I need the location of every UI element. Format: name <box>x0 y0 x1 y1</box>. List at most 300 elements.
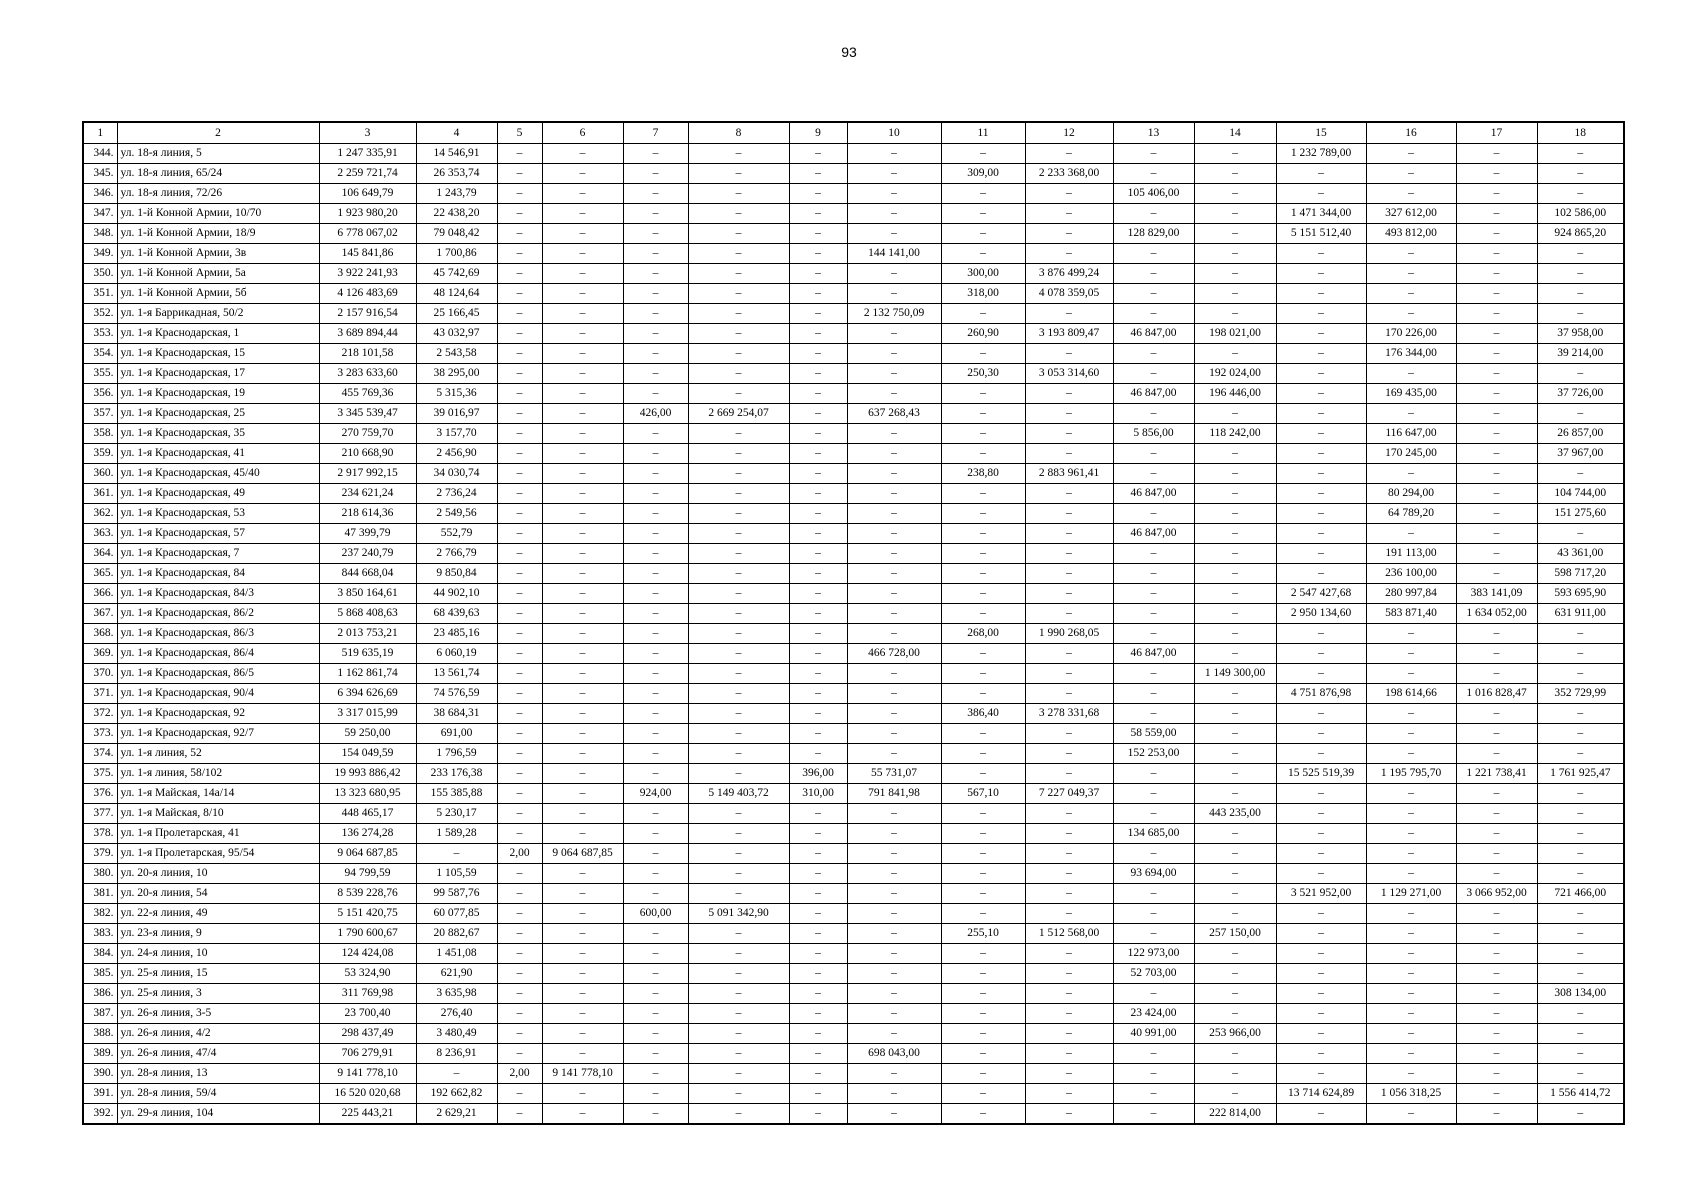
amount-cell: – <box>542 964 623 984</box>
amount-cell: – <box>1366 1104 1456 1125</box>
amount-cell: – <box>497 524 542 544</box>
amount-cell: – <box>1537 1104 1624 1125</box>
amount-cell: – <box>1456 264 1537 284</box>
amount-cell: – <box>1025 944 1113 964</box>
page-number: 93 <box>841 44 857 60</box>
amount-cell: – <box>789 704 847 724</box>
amount-cell: 268,00 <box>941 624 1025 644</box>
amount-cell: – <box>1276 924 1366 944</box>
amount-cell: – <box>1194 744 1276 764</box>
amount-cell: 318,00 <box>941 284 1025 304</box>
amount-cell: – <box>623 1104 688 1125</box>
amount-cell: – <box>847 964 941 984</box>
table-row <box>83 344 1624 364</box>
row-number-cell: 352. <box>83 304 117 324</box>
amount-cell: – <box>688 684 789 704</box>
address-cell: ул. 1-я Краснодарская, 53 <box>117 504 319 524</box>
amount-cell: 1 105,59 <box>416 864 497 884</box>
amount-cell: – <box>847 584 941 604</box>
amount-cell: 2 233 368,00 <box>1025 164 1113 184</box>
address-cell: ул. 1-я Краснодарская, 92 <box>117 704 319 724</box>
amount-cell: – <box>1276 1024 1366 1044</box>
row-number-cell: 375. <box>83 764 117 784</box>
amount-cell: – <box>789 1104 847 1125</box>
amount-cell: – <box>941 764 1025 784</box>
amount-cell: 5 315,36 <box>416 384 497 404</box>
amount-cell: – <box>542 564 623 584</box>
amount-cell: – <box>542 784 623 804</box>
amount-cell: 192 662,82 <box>416 1084 497 1104</box>
amount-cell: – <box>1456 844 1537 864</box>
amount-cell: – <box>1456 924 1537 944</box>
amount-cell: – <box>1194 604 1276 624</box>
amount-cell: – <box>789 944 847 964</box>
amount-cell: – <box>1113 364 1194 384</box>
amount-cell: 222 814,00 <box>1194 1104 1276 1125</box>
amount-cell: 2 013 753,21 <box>319 624 416 644</box>
amount-cell: – <box>1025 584 1113 604</box>
amount-cell: – <box>1537 844 1624 864</box>
amount-cell: – <box>688 824 789 844</box>
amount-cell: 3 876 499,24 <box>1025 264 1113 284</box>
address-cell: ул. 26-я линия, 47/4 <box>117 1044 319 1064</box>
row-number-cell: 357. <box>83 404 117 424</box>
amount-cell: 257 150,00 <box>1194 924 1276 944</box>
amount-cell: – <box>1456 784 1537 804</box>
row-number-cell: 390. <box>83 1064 117 1084</box>
amount-cell: – <box>1025 1104 1113 1125</box>
amount-cell: – <box>1366 844 1456 864</box>
table-row <box>83 304 1624 324</box>
amount-cell: 26 857,00 <box>1537 424 1624 444</box>
amount-cell: 46 847,00 <box>1113 644 1194 664</box>
amount-cell: 124 424,08 <box>319 944 416 964</box>
address-cell: ул. 1-я Пролетарская, 95/54 <box>117 844 319 864</box>
amount-cell: – <box>542 264 623 284</box>
amount-cell: 237 240,79 <box>319 544 416 564</box>
column-header: 3 <box>319 122 416 144</box>
row-number-cell: 367. <box>83 604 117 624</box>
amount-cell: – <box>688 764 789 784</box>
amount-cell: – <box>1025 1044 1113 1064</box>
amount-cell: – <box>1276 1044 1366 1064</box>
amount-cell: 4 126 483,69 <box>319 284 416 304</box>
amount-cell: – <box>1194 144 1276 164</box>
amount-cell: – <box>1366 804 1456 824</box>
amount-cell: 308 134,00 <box>1537 984 1624 1004</box>
amount-cell: 2,00 <box>497 1064 542 1084</box>
address-cell: ул. 20-я линия, 10 <box>117 864 319 884</box>
row-number-cell: 366. <box>83 584 117 604</box>
amount-cell: – <box>1113 784 1194 804</box>
amount-cell: – <box>789 684 847 704</box>
amount-cell: – <box>1194 484 1276 504</box>
amount-cell: – <box>1194 504 1276 524</box>
amount-cell: – <box>688 564 789 584</box>
amount-cell: – <box>542 924 623 944</box>
row-number-cell: 351. <box>83 284 117 304</box>
amount-cell: – <box>1025 504 1113 524</box>
row-number-cell: 353. <box>83 324 117 344</box>
amount-cell: – <box>847 424 941 444</box>
amount-cell: – <box>688 844 789 864</box>
amount-cell: – <box>542 944 623 964</box>
table-row <box>83 924 1624 944</box>
amount-cell: – <box>623 244 688 264</box>
amount-cell: – <box>789 924 847 944</box>
amount-cell: – <box>1025 524 1113 544</box>
amount-cell: – <box>847 1024 941 1044</box>
amount-cell: – <box>542 164 623 184</box>
amount-cell: 144 141,00 <box>847 244 941 264</box>
amount-cell: – <box>789 324 847 344</box>
address-cell: ул. 1-я линия, 52 <box>117 744 319 764</box>
amount-cell: 593 695,90 <box>1537 584 1624 604</box>
amount-cell: 2 736,24 <box>416 484 497 504</box>
amount-cell: – <box>789 184 847 204</box>
amount-cell: 311 769,98 <box>319 984 416 1004</box>
table-row <box>83 404 1624 424</box>
amount-cell: – <box>542 464 623 484</box>
amount-cell: – <box>497 684 542 704</box>
amount-cell: – <box>1194 644 1276 664</box>
amount-cell: – <box>542 524 623 544</box>
amount-cell: – <box>1537 804 1624 824</box>
amount-cell: – <box>1025 544 1113 564</box>
table-row <box>83 644 1624 664</box>
amount-cell: – <box>1194 884 1276 904</box>
amount-cell: 47 399,79 <box>319 524 416 544</box>
amount-cell: 145 841,86 <box>319 244 416 264</box>
amount-cell: – <box>497 304 542 324</box>
address-cell: ул. 1-я Краснодарская, 84 <box>117 564 319 584</box>
amount-cell: – <box>542 404 623 424</box>
amount-cell: – <box>497 344 542 364</box>
address-cell: ул. 1-й Конной Армии, 5а <box>117 264 319 284</box>
table-row <box>83 824 1624 844</box>
amount-cell: – <box>941 604 1025 624</box>
amount-cell: – <box>497 564 542 584</box>
amount-cell: – <box>497 264 542 284</box>
amount-cell: – <box>1366 704 1456 724</box>
amount-cell: 2 629,21 <box>416 1104 497 1125</box>
amount-cell: 3 850 164,61 <box>319 584 416 604</box>
amount-cell: 44 902,10 <box>416 584 497 604</box>
amount-cell: – <box>847 984 941 1004</box>
amount-cell: – <box>542 1104 623 1125</box>
amount-cell: – <box>688 584 789 604</box>
address-cell: ул. 1-я Краснодарская, 7 <box>117 544 319 564</box>
amount-cell: 276,40 <box>416 1004 497 1024</box>
header-row <box>83 122 1624 144</box>
amount-cell: – <box>1113 764 1194 784</box>
amount-cell: – <box>1456 864 1537 884</box>
amount-cell: – <box>1537 784 1624 804</box>
amount-cell: 5 151 512,40 <box>1276 224 1366 244</box>
amount-cell: – <box>847 824 941 844</box>
amount-cell: – <box>847 1064 941 1084</box>
amount-cell: 210 668,90 <box>319 444 416 464</box>
amount-cell: – <box>623 444 688 464</box>
amount-cell: – <box>789 384 847 404</box>
amount-cell: – <box>789 444 847 464</box>
amount-cell: – <box>847 884 941 904</box>
amount-cell: – <box>497 724 542 744</box>
amount-cell: – <box>1025 404 1113 424</box>
amount-cell: – <box>623 144 688 164</box>
amount-cell: – <box>789 844 847 864</box>
amount-cell: – <box>1194 464 1276 484</box>
amount-cell: 253 966,00 <box>1194 1024 1276 1044</box>
amount-cell: 3 922 241,93 <box>319 264 416 284</box>
amount-cell: – <box>1025 844 1113 864</box>
amount-cell: – <box>688 484 789 504</box>
amount-cell: – <box>1113 504 1194 524</box>
amount-cell: 128 829,00 <box>1113 224 1194 244</box>
address-cell: ул. 1-й Конной Армии, 5б <box>117 284 319 304</box>
amount-cell: – <box>847 364 941 384</box>
amount-cell: 40 991,00 <box>1113 1024 1194 1044</box>
amount-cell: – <box>847 444 941 464</box>
amount-cell: – <box>1113 284 1194 304</box>
amount-cell: – <box>497 984 542 1004</box>
amount-cell: – <box>941 544 1025 564</box>
table-row <box>83 444 1624 464</box>
row-number-cell: 347. <box>83 204 117 224</box>
amount-cell: – <box>1025 344 1113 364</box>
amount-cell: – <box>688 1104 789 1125</box>
amount-cell: – <box>941 804 1025 824</box>
amount-cell: 2 950 134,60 <box>1276 604 1366 624</box>
amount-cell: – <box>1456 1044 1537 1064</box>
row-number-cell: 364. <box>83 544 117 564</box>
amount-cell: 706 279,91 <box>319 1044 416 1064</box>
table-row <box>83 944 1624 964</box>
amount-cell: – <box>1113 624 1194 644</box>
address-cell: ул. 29-я линия, 104 <box>117 1104 319 1125</box>
amount-cell: 1 761 925,47 <box>1537 764 1624 784</box>
amount-cell: – <box>1113 404 1194 424</box>
amount-cell: 80 294,00 <box>1366 484 1456 504</box>
amount-cell: 34 030,74 <box>416 464 497 484</box>
amount-cell: – <box>623 604 688 624</box>
amount-cell: 238,80 <box>941 464 1025 484</box>
amount-cell: – <box>789 1084 847 1104</box>
amount-cell: 152 253,00 <box>1113 744 1194 764</box>
amount-cell: – <box>1025 244 1113 264</box>
amount-cell: – <box>623 424 688 444</box>
table-row <box>83 144 1624 164</box>
amount-cell: – <box>497 244 542 264</box>
amount-cell: – <box>1537 524 1624 544</box>
amount-cell: – <box>542 544 623 564</box>
amount-cell: – <box>1456 544 1537 564</box>
address-cell: ул. 1-я Пролетарская, 41 <box>117 824 319 844</box>
amount-cell: – <box>688 144 789 164</box>
column-header: 16 <box>1366 122 1456 144</box>
amount-cell: – <box>1025 184 1113 204</box>
amount-cell: 1 221 738,41 <box>1456 764 1537 784</box>
amount-cell: 598 717,20 <box>1537 564 1624 584</box>
amount-cell: – <box>623 484 688 504</box>
row-number-cell: 360. <box>83 464 117 484</box>
amount-cell: – <box>1276 484 1366 504</box>
amount-cell: 2 766,79 <box>416 544 497 564</box>
amount-cell: – <box>1366 824 1456 844</box>
table-row <box>83 704 1624 724</box>
amount-cell: – <box>941 904 1025 924</box>
amount-cell: – <box>497 484 542 504</box>
amount-cell: 1 243,79 <box>416 184 497 204</box>
amount-cell: – <box>688 724 789 744</box>
amount-cell: – <box>688 424 789 444</box>
amount-cell: – <box>1194 244 1276 264</box>
amount-cell: – <box>789 524 847 544</box>
amount-cell: – <box>1025 304 1113 324</box>
amount-cell: – <box>1537 964 1624 984</box>
amount-cell: – <box>497 884 542 904</box>
row-number-cell: 380. <box>83 864 117 884</box>
row-number-cell: 381. <box>83 884 117 904</box>
amount-cell: – <box>1366 924 1456 944</box>
amount-cell: – <box>623 624 688 644</box>
amount-cell: – <box>542 864 623 884</box>
table-row <box>83 1084 1624 1104</box>
table-row <box>83 224 1624 244</box>
amount-cell: – <box>1113 544 1194 564</box>
table-row <box>83 204 1624 224</box>
amount-cell: 2 669 254,07 <box>688 404 789 424</box>
amount-cell: – <box>497 704 542 724</box>
amount-cell: 310,00 <box>789 784 847 804</box>
amount-cell: – <box>1366 784 1456 804</box>
row-number-cell: 346. <box>83 184 117 204</box>
amount-cell: 58 559,00 <box>1113 724 1194 744</box>
amount-cell: – <box>847 204 941 224</box>
amount-cell: – <box>789 824 847 844</box>
amount-cell: – <box>1456 984 1537 1004</box>
amount-cell: – <box>623 664 688 684</box>
amount-cell: 3 480,49 <box>416 1024 497 1044</box>
amount-cell: 1 556 414,72 <box>1537 1084 1624 1104</box>
amount-cell: – <box>1456 164 1537 184</box>
row-number-cell: 350. <box>83 264 117 284</box>
amount-cell: 1 129 271,00 <box>1366 884 1456 904</box>
table-row <box>83 864 1624 884</box>
amount-cell: – <box>1537 304 1624 324</box>
amount-cell: 552,79 <box>416 524 497 544</box>
amount-cell: 1 589,28 <box>416 824 497 844</box>
amount-cell: – <box>1456 1104 1537 1125</box>
amount-cell: – <box>1456 464 1537 484</box>
amount-cell: – <box>847 184 941 204</box>
amount-cell: – <box>847 624 941 644</box>
amount-cell: – <box>623 524 688 544</box>
amount-cell: – <box>497 1004 542 1024</box>
amount-cell: – <box>1276 664 1366 684</box>
amount-cell: – <box>623 184 688 204</box>
column-header: 7 <box>623 122 688 144</box>
amount-cell: – <box>789 724 847 744</box>
amount-cell: 46 847,00 <box>1113 524 1194 544</box>
amount-cell: – <box>847 604 941 624</box>
address-cell: ул. 1-я Краснодарская, 19 <box>117 384 319 404</box>
amount-cell: 386,40 <box>941 704 1025 724</box>
amount-cell: 48 124,64 <box>416 284 497 304</box>
amount-cell: – <box>497 1104 542 1125</box>
amount-cell: 3 317 015,99 <box>319 704 416 724</box>
amount-cell: – <box>542 884 623 904</box>
amount-cell: – <box>497 624 542 644</box>
amount-cell: – <box>941 744 1025 764</box>
amount-cell: 4 751 876,98 <box>1276 684 1366 704</box>
amount-cell: – <box>623 1084 688 1104</box>
amount-cell: – <box>1456 1004 1537 1024</box>
amount-cell: – <box>497 604 542 624</box>
amount-cell: 567,10 <box>941 784 1025 804</box>
amount-cell: – <box>789 544 847 564</box>
column-header: 18 <box>1537 122 1624 144</box>
amount-cell: – <box>1025 1024 1113 1044</box>
address-cell: ул. 1-я Краснодарская, 86/4 <box>117 644 319 664</box>
amount-cell: 116 647,00 <box>1366 424 1456 444</box>
amount-cell: – <box>688 204 789 224</box>
amount-cell: – <box>1456 444 1537 464</box>
amount-cell: – <box>623 744 688 764</box>
amount-cell: – <box>688 1024 789 1044</box>
amount-cell: – <box>847 544 941 564</box>
amount-cell: – <box>542 304 623 324</box>
amount-cell: – <box>688 164 789 184</box>
amount-cell: – <box>1456 364 1537 384</box>
amount-cell: 13 323 680,95 <box>319 784 416 804</box>
column-header: 4 <box>416 122 497 144</box>
amount-cell: – <box>1276 1064 1366 1084</box>
amount-cell: 519 635,19 <box>319 644 416 664</box>
amount-cell: – <box>497 764 542 784</box>
table-row <box>83 684 1624 704</box>
table-row <box>83 624 1624 644</box>
amount-cell: – <box>1276 364 1366 384</box>
amount-cell: 5 149 403,72 <box>688 784 789 804</box>
amount-cell: – <box>1194 404 1276 424</box>
amount-cell: – <box>1025 484 1113 504</box>
amount-cell: – <box>1366 964 1456 984</box>
amount-cell: – <box>497 224 542 244</box>
row-number-cell: 372. <box>83 704 117 724</box>
amount-cell: – <box>542 604 623 624</box>
amount-cell: 1 056 318,25 <box>1366 1084 1456 1104</box>
amount-cell: 104 744,00 <box>1537 484 1624 504</box>
amount-cell: – <box>1537 464 1624 484</box>
amount-cell: – <box>688 184 789 204</box>
amount-cell: – <box>1276 904 1366 924</box>
amount-cell: – <box>1194 344 1276 364</box>
amount-cell: – <box>789 664 847 684</box>
row-number-cell: 373. <box>83 724 117 744</box>
amount-cell: – <box>847 564 941 584</box>
amount-cell: 192 024,00 <box>1194 364 1276 384</box>
amount-cell: – <box>542 744 623 764</box>
amount-cell: – <box>1276 424 1366 444</box>
column-header: 10 <box>847 122 941 144</box>
table-row <box>83 244 1624 264</box>
amount-cell: 136 274,28 <box>319 824 416 844</box>
table-row <box>83 1004 1624 1024</box>
amount-cell: – <box>688 1004 789 1024</box>
amount-cell: – <box>1113 564 1194 584</box>
amount-cell: – <box>789 1064 847 1084</box>
